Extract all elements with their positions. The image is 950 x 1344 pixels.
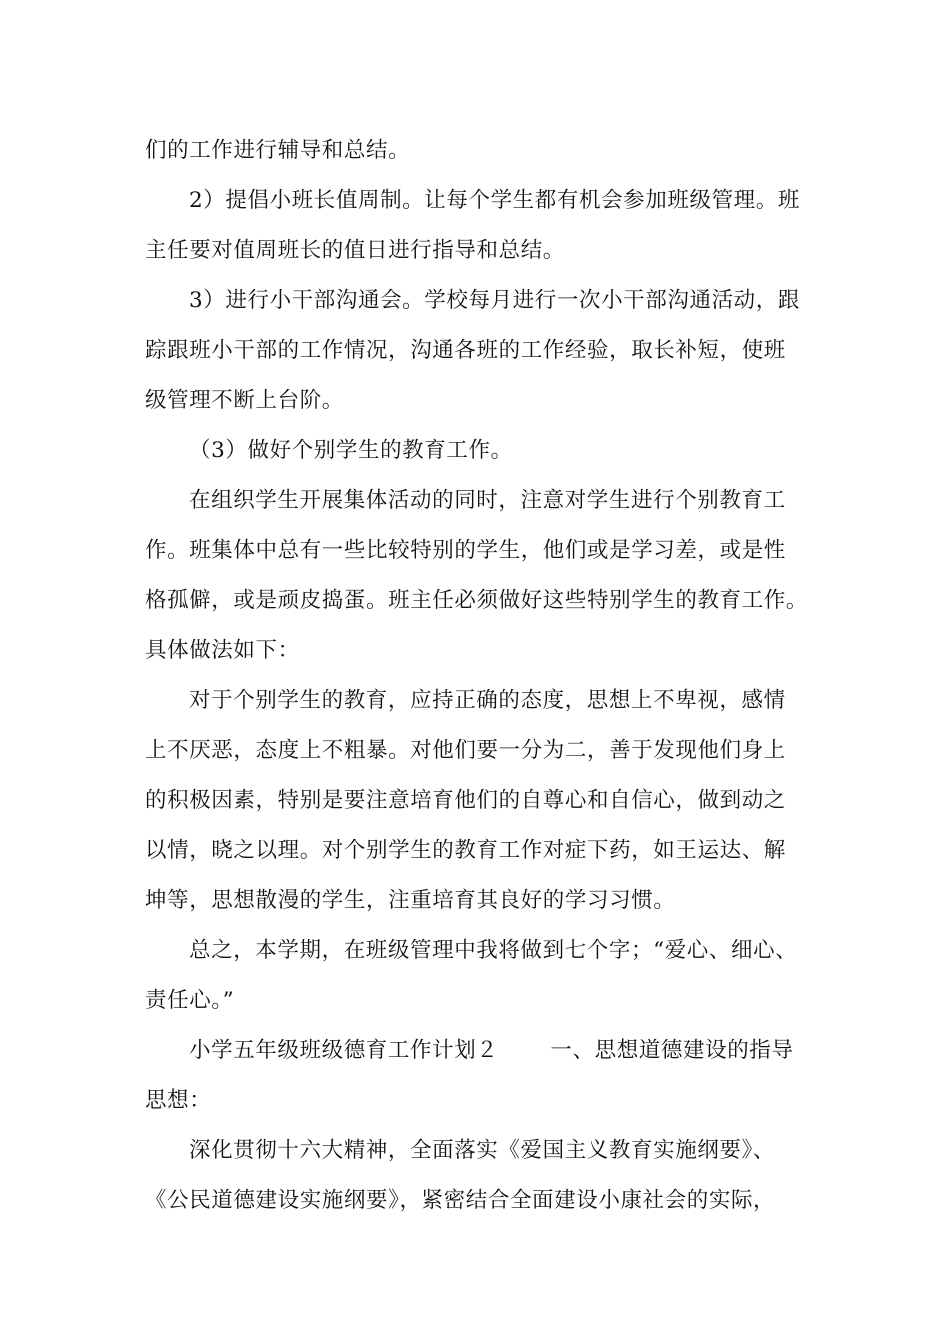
text-line: 坤等，思想散漫的学生，注重培育其良好的学习习惯。 bbox=[145, 888, 676, 913]
text-line: 作。班集体中总有一些比较特别的学生，他们或是学习差，或是性 bbox=[145, 538, 786, 563]
text-line: 对于个别学生的教育，应持正确的态度，思想上不卑视，感情 bbox=[189, 688, 786, 713]
document-body bbox=[145, 126, 811, 1226]
text-line: 思想： bbox=[145, 1088, 212, 1113]
text-line: 踪跟班小干部的工作情况，沟通各班的工作经验，取长补短，使班 bbox=[145, 338, 786, 363]
text-line: 3）进行小干部沟通会。学校每月进行一次小干部沟通活动，跟 bbox=[189, 288, 800, 313]
text-line: 总之，本学期，在班级管理中我将做到七个字；“爱心、细心、 bbox=[189, 938, 798, 963]
text-line: 们的工作进行辅导和总结。 bbox=[145, 138, 411, 163]
text-line: 2）提倡小班长值周制。让每个学生都有机会参加班级管理。班 bbox=[189, 188, 800, 213]
section-heading: 一、思想道德建设的指导 bbox=[550, 1038, 794, 1063]
section-heading: （3）做好个别学生的教育工作。 bbox=[189, 438, 513, 463]
text-line: 主任要对值周班长的值日进行指导和总结。 bbox=[145, 238, 565, 263]
plan-title: 小学五年级班级德育工作计划２ bbox=[189, 1038, 499, 1063]
text-line: 级管理不断上台阶。 bbox=[145, 388, 344, 413]
text-line: 具体做法如下： bbox=[145, 638, 300, 663]
text-line: 以情，晓之以理。对个别学生的教育工作对症下药，如王运达、解 bbox=[145, 838, 786, 863]
text-line: 责任心。” bbox=[145, 988, 235, 1013]
text-line: 在组织学生开展集体活动的同时，注意对学生进行个别教育工 bbox=[189, 488, 786, 513]
text-line: 深化贯彻十六大精神，全面落实《爱国主义教育实施纲要》、 bbox=[189, 1138, 775, 1163]
text-line: 的积极因素，特别是要注意培育他们的自尊心和自信心，做到动之 bbox=[145, 788, 786, 813]
text-line: 上不厌恶，态度上不粗暴。对他们要一分为二，善于发现他们身上 bbox=[145, 738, 786, 763]
text-line: 格孤僻，或是顽皮捣蛋。班主任必须做好这些特别学生的教育工作。 bbox=[145, 588, 809, 613]
text-line: 《公民道德建设实施纲要》，紧密结合全面建设小康社会的实际， bbox=[145, 1188, 776, 1213]
plan-title-line bbox=[145, 1026, 811, 1076]
